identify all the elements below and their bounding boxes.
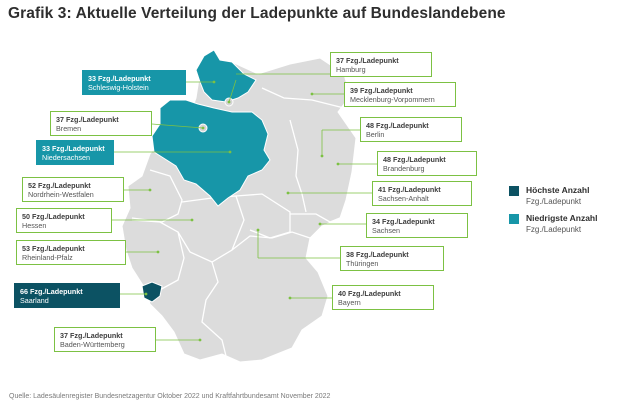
value-bremen: 37 Fzg./Ladepunkt [56, 115, 119, 124]
legend-lowest-swatch [509, 214, 519, 224]
value-hessen: 50 Fzg./Ladepunkt [22, 212, 85, 221]
label-bremen [50, 111, 152, 136]
value-hamburg: 37 Fzg./Ladepunkt [336, 56, 399, 65]
source-note: Quelle: Ladesäulenregister Bundesnetzagentur Oktober 2022 und Kraftfahrtbundesamt November 2022 [9, 393, 331, 400]
label-rheinland-pfalz [16, 240, 126, 265]
label-hessen [16, 208, 112, 233]
name-thueringen: Thüringen [346, 259, 379, 268]
name-brandenburg: Brandenburg [383, 164, 425, 173]
legend-highest-swatch [509, 186, 519, 196]
label-thueringen [340, 246, 444, 271]
value-mecklenburg-vorpommern: 39 Fzg./Ladepunkt [350, 86, 413, 95]
label-sachsen-anhalt [372, 181, 472, 206]
label-bayern [332, 285, 434, 310]
label-nordrhein-westfalen [22, 177, 124, 202]
value-rheinland-pfalz: 53 Fzg./Ladepunkt [22, 244, 85, 253]
value-bayern: 40 Fzg./Ladepunkt [338, 289, 401, 298]
name-mecklenburg-vorpommern: Mecklenburg-Vorpommern [350, 95, 435, 104]
legend-highest-sub: Fzg./Ladepunkt [526, 197, 582, 206]
value-berlin: 48 Fzg./Ladepunkt [366, 121, 429, 130]
name-hessen: Hessen [22, 221, 47, 230]
name-hamburg: Hamburg [336, 65, 366, 74]
value-sachsen: 34 Fzg./Ladepunkt [372, 217, 435, 226]
label-baden-wuerttemberg [54, 327, 156, 352]
label-niedersachsen [36, 140, 114, 165]
legend-lowest-title: Niedrigste Anzahl [526, 213, 598, 223]
value-thueringen: 38 Fzg./Ladepunkt [346, 250, 409, 259]
value-saarland: 66 Fzg./Ladepunkt [20, 287, 83, 296]
germany-outline [122, 58, 356, 362]
name-bayern: Bayern [338, 298, 361, 307]
name-berlin: Berlin [366, 130, 385, 139]
name-saarland: Saarland [20, 296, 49, 305]
name-sachsen: Sachsen [372, 226, 400, 235]
name-schleswig-holstein: Schleswig-Holstein [88, 83, 149, 92]
value-niedersachsen: 33 Fzg./Ladepunkt [42, 144, 105, 153]
label-sachsen [366, 213, 468, 238]
value-schleswig-holstein: 33 Fzg./Ladepunkt [88, 74, 151, 83]
name-nordrhein-westfalen: Nordrhein-Westfalen [28, 190, 94, 199]
value-baden-wuerttemberg: 37 Fzg./Ladepunkt [60, 331, 123, 340]
name-sachsen-anhalt: Sachsen-Anhalt [378, 194, 429, 203]
value-brandenburg: 48 Fzg./Ladepunkt [383, 155, 446, 164]
name-rheinland-pfalz: Rheinland-Pfalz [22, 253, 73, 262]
label-brandenburg [377, 151, 477, 176]
value-nordrhein-westfalen: 52 Fzg./Ladepunkt [28, 181, 91, 190]
label-hamburg [330, 52, 432, 77]
chart-title: Grafik 3: Aktuelle Verteilung der Ladepunkte auf Bundeslandebene [8, 5, 506, 22]
label-mecklenburg-vorpommern [344, 82, 456, 107]
legend-lowest-sub: Fzg./Ladepunkt [526, 225, 582, 234]
name-bremen: Bremen [56, 124, 82, 133]
value-sachsen-anhalt: 41 Fzg./Ladepunkt [378, 185, 441, 194]
label-schleswig-holstein [82, 70, 186, 95]
label-berlin [360, 117, 462, 142]
legend-highest-title: Höchste Anzahl [526, 185, 590, 195]
label-saarland [14, 283, 120, 308]
name-niedersachsen: Niedersachsen [42, 153, 90, 162]
name-baden-wuerttemberg: Baden-Württemberg [60, 340, 125, 349]
